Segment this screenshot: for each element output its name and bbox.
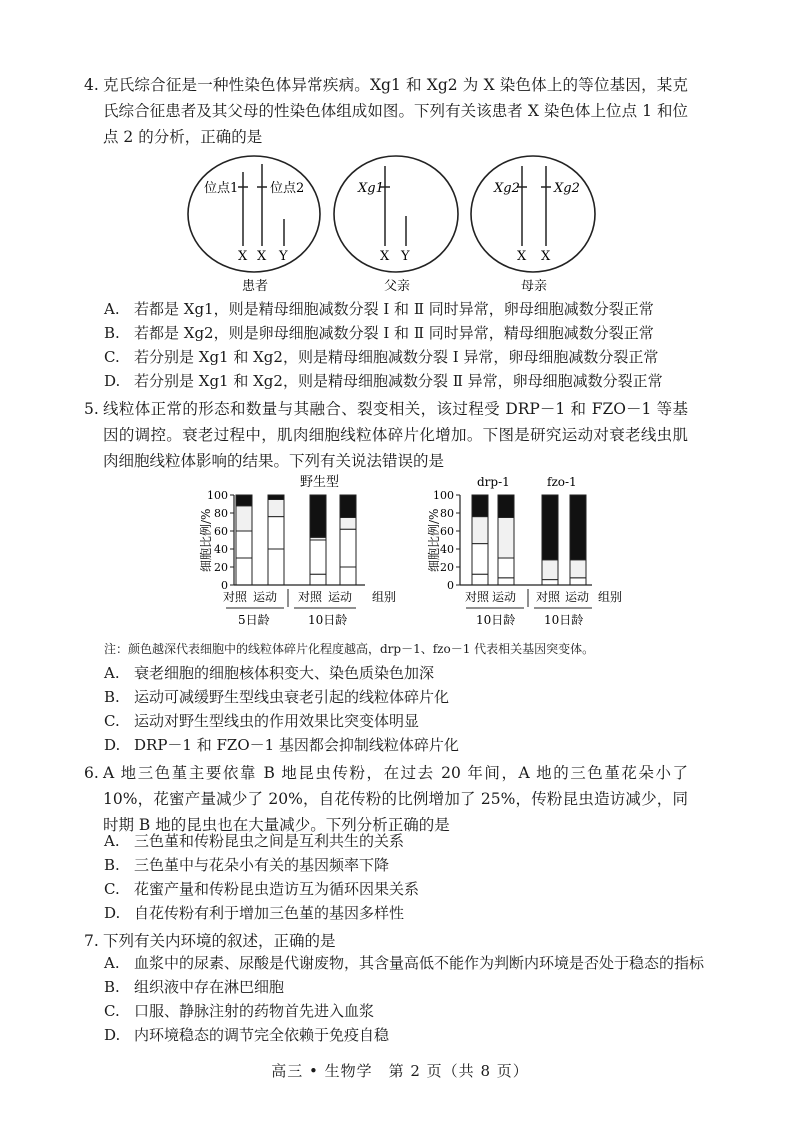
chart-mutants [420,472,630,632]
ytick-label: 0 [447,579,454,592]
bar-segment-level2 [472,544,488,575]
option-c [104,710,419,732]
x-cat-label: 对照 [298,590,323,604]
bar-segment-level3 [498,518,514,559]
option-letter: A. [104,300,120,318]
option-letter: C. [104,348,120,366]
ytick-label: 100 [433,489,454,502]
gene-label: Xg2 [494,181,520,196]
bar-segment-level4 [268,495,284,500]
option-text: 若分别是 Xg1 和 Xg2，则是精母细胞减数分裂 Ⅱ 异常，卵母细胞减数分裂正常 [134,372,663,390]
group-label: 10日龄 [544,613,584,627]
ytick-label: 0 [221,579,228,592]
bar-segment-level2 [340,529,356,567]
question-stem: 克氏综合征是一种性染色体异常疾病。Xg1 和 Xg2 为 X 染色体上的等位基因，某克氏综合征患者及其父母的性染色体组成如图。下列有关该患者 X 染色体上位点 1 和位点 2 的分析，正确的是 [103,76,688,146]
series-title: fzo-1 [547,475,577,489]
bar-segment-level2 [310,540,326,574]
option-letter: C. [104,712,120,730]
bar-segment-level1 [570,578,586,585]
option-letter: B. [104,856,120,874]
chrom-label: X [380,249,390,264]
bar-segment-level4 [542,495,558,560]
bar-segment-level3 [236,506,252,531]
father-caption: 父亲 [384,279,411,294]
page-footer: 高三 • 生物学 第 2 页（共 8 页） [271,1062,529,1080]
question-stem: 下列有关内环境的叙述，正确的是 [103,932,336,950]
question-6 [84,760,688,838]
bar-segment-level1 [268,549,284,585]
option-letter: B. [104,978,120,996]
x-cat-label: 运动 [492,590,517,604]
option-text: 三色堇中与花朵小有关的基因频率下降 [134,856,390,874]
bar-segment-level2 [498,558,514,578]
series-title: drp-1 [477,475,510,489]
option-d [104,734,459,756]
patient-cell [188,156,320,294]
option-letter: B. [104,324,120,342]
chart-ylabel: 细胞比例/% [427,508,441,572]
group-label: 10日龄 [476,613,516,627]
father-cell [334,156,458,294]
group-label: 10日龄 [308,613,348,627]
option-a [104,662,434,684]
question-stem: 线粒体正常的形态和数量与其融合、裂变相关，该过程受 DRP－1 和 FZO－1 等基因的调控。衰老过程中，肌肉细胞线粒体碎片化增加。下图是研究运动对衰老线虫肌肉细胞线粒体影响的结果。下列有关说法错误的是 [103,400,688,470]
x-cat-label: 运动 [565,590,590,604]
option-c [104,878,419,900]
option-a [104,298,654,320]
bar-segment-level2 [236,531,252,558]
chromosome-figure [186,154,686,294]
option-letter: A. [104,954,120,972]
ytick-label: 40 [214,543,228,556]
ytick-label: 40 [440,543,454,556]
bar-segment-level1 [498,578,514,585]
ytick-label: 20 [440,561,454,574]
option-letter: A. [104,832,120,850]
chrom-label: X [541,249,551,264]
option-text: 自花传粉有利于增加三色堇的基因多样性 [134,904,405,922]
bar-segment-level2 [268,517,284,549]
bar-segment-level4 [472,495,488,517]
option-text: 血浆中的尿素、尿酸是代谢废物，其含量高低不能作为判断内环境是否处于稳态的指标 [134,954,705,972]
option-text: 若都是 Xg2，则是卵母细胞减数分裂 Ⅰ 和 Ⅱ 同时异常，精母细胞减数分裂正常 [134,324,654,342]
bars-group [236,495,356,585]
option-text: 运动可减缓野生型线虫衰老引起的线粒体碎片化 [134,688,450,706]
ytick-label: 60 [440,525,454,538]
option-c [104,346,658,368]
option-text: 若分别是 Xg1 和 Xg2，则是精母细胞减数分裂 Ⅰ 异常，卵母细胞减数分裂正常 [134,348,659,366]
bar-segment-level1 [472,574,488,585]
ytick-label: 80 [214,507,228,520]
bars-group [472,495,586,585]
figure-note: 注：颜色越深代表细胞中的线粒体碎片化程度越高，drp－1、fzo－1 代表相关基因突变体。 [104,642,595,656]
patient-caption: 患者 [242,279,269,294]
ytick-label: 100 [207,489,228,502]
question-number: 5. [84,400,99,418]
ytick-label: 60 [214,525,228,538]
question-number: 7. [84,932,99,950]
option-letter: D. [104,372,121,390]
option-letter: D. [104,736,121,754]
option-text: 运动对野生型线虫的作用效果比突变体明显 [134,712,420,730]
chart-xlabel: 组别 [372,590,397,604]
bar-segment-level4 [340,495,356,518]
option-letter: C. [104,1002,120,1020]
option-text: DRP－1 和 FZO－1 基因都会抑制线粒体碎片化 [134,736,459,754]
chrom-label: X [238,249,248,264]
option-c [104,1000,374,1022]
option-letter: A. [104,664,120,682]
question-7 [84,928,688,954]
bar-segment-level1 [310,574,326,585]
mother-caption: 母亲 [521,279,548,294]
bar-segment-level1 [340,567,356,585]
bar-segment-level3 [340,518,356,530]
bar-segment-level4 [498,495,514,518]
x-cat-label: 运动 [328,590,353,604]
site1-label: 位点1 [204,181,239,196]
option-b [104,976,284,998]
chrom-label: X [517,249,527,264]
x-cat-label: 对照 [536,590,561,604]
option-letter: D. [104,1026,121,1044]
option-text: 内环境稳态的调节完全依赖于免疫自稳 [134,1026,390,1044]
question-number: 4. [84,76,99,94]
bar-segment-level3 [472,517,488,544]
question-4 [84,72,688,150]
option-letter: D. [104,904,121,922]
option-text: 花蜜产量和传粉昆虫造访互为循环因果关系 [134,880,420,898]
x-cat-label: 运动 [253,590,278,604]
question-number: 6. [84,764,99,782]
option-text: 衰老细胞的细胞核体积变大、染色质染色加深 [134,664,435,682]
bar-segment-level1 [542,580,558,585]
x-cat-label: 对照 [465,590,490,604]
ytick-label: 80 [440,507,454,520]
option-letter: C. [104,880,120,898]
option-text: 三色堇和传粉昆虫之间是互利共生的关系 [134,832,405,850]
gene-label: Xg2 [554,181,580,196]
option-a [104,830,404,852]
bar-segment-level4 [236,495,252,506]
chart-ylabel: 细胞比例/% [199,508,213,572]
option-d [104,902,404,924]
option-b [104,854,389,876]
bar-segment-level3 [268,500,284,517]
option-text: 组织液中存在淋巴细胞 [134,978,285,996]
option-b [104,322,654,344]
option-a [104,952,704,974]
question-stem: A 地三色堇主要依靠 B 地昆虫传粉，在过去 20 年间，A 地的三色堇花朵小了 10%，花蜜产量减少了 20%，自花传粉的比例增加了 25%，传粉昆虫造访减少，同时期 B 地的昆虫也在大量减少。下列分析正确的是 [103,764,688,834]
site2-label: 位点2 [270,181,305,196]
chart-title: 野生型 [300,475,340,490]
group-label: 5日龄 [238,613,270,627]
option-letter: B. [104,688,120,706]
bar-segment-level3 [570,560,586,578]
chrom-label: Y [279,249,288,264]
chart-wildtype [190,472,420,632]
bar-segment-level4 [310,495,326,537]
option-text: 口服、静脉注射的药物首先进入血浆 [134,1002,375,1020]
mother-cell [471,156,595,294]
x-cat-label: 对照 [223,590,248,604]
option-d [104,1024,389,1046]
bar-segment-level3 [542,560,558,580]
bar-segment-level1 [236,558,252,585]
option-b [104,686,449,708]
chrom-label: X [257,249,267,264]
question-5 [84,396,688,474]
chart-xlabel: 组别 [598,590,623,604]
option-text: 若都是 Xg1，则是精母细胞减数分裂 Ⅰ 和 Ⅱ 同时异常，卵母细胞减数分裂正常 [134,300,654,318]
ytick-label: 20 [214,561,228,574]
gene-label: Xg1 [358,181,384,196]
bar-segment-level4 [570,495,586,560]
chrom-label: Y [401,249,410,264]
option-d [104,370,663,392]
